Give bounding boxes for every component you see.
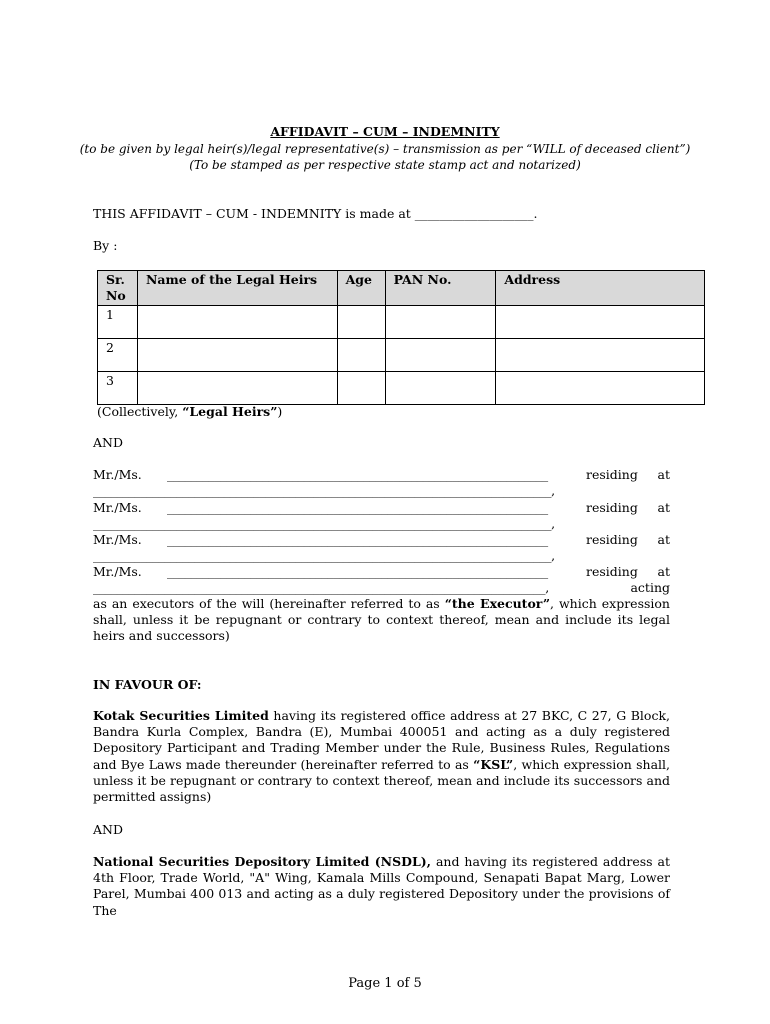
nsdl-name: National Securities Depository Limited (NSDL), [93, 854, 432, 869]
table-header-row [98, 271, 705, 306]
address-cell[interactable] [496, 306, 705, 339]
executor-term: “the Executor” [444, 596, 551, 611]
executor-name-blank[interactable]: ________________________________________________________________ [167, 532, 548, 547]
name-cell[interactable] [137, 372, 337, 405]
executor-prefix: as an executors of the will (hereinafter referred to as [93, 596, 445, 611]
residing-label: residing [586, 564, 638, 579]
mr-label: Mr./Ms. [93, 564, 142, 579]
row-number: 2 [98, 339, 138, 372]
header-sr-no: Sr. No [98, 271, 138, 306]
ksl-name: Kotak Securities Limited [93, 708, 269, 723]
executor-name-blank[interactable]: ________________________________________________________________ [167, 467, 548, 482]
age-cell[interactable] [337, 372, 385, 405]
residing-label: residing [586, 467, 638, 482]
mr-label: Mr./Ms. [93, 500, 142, 515]
nsdl-paragraph [93, 854, 670, 919]
name-cell[interactable] [137, 306, 337, 339]
table-row [98, 372, 705, 405]
address-cell[interactable] [496, 372, 705, 405]
executor-address-blank[interactable]: ____________________________________________________________________________, [93, 580, 549, 595]
document-subtitle-1: (to be given by legal heir(s)/legal representative(s) – transmission as per “WILL of deceased client”) [79, 142, 691, 156]
ksl-text-1: having its registered office address at 27 BKC, C 27, G Block, Bandra Kurla Complex, Bandra (E), Mumbai 400051 and acting as a duly registered Depository Participant and Trading Member under the Rule, Business Rules, Regulations and Bye Laws made thereunder (hereinafter referred to as [93, 708, 670, 772]
header-age: Age [337, 271, 385, 306]
header-pan: PAN No. [385, 271, 496, 306]
at-label: at [657, 500, 670, 515]
address-cell[interactable] [496, 339, 705, 372]
ksl-text-2: , which expression shall, unless it be repugnant or contrary to context thereof, mean and include its successors and permitted assigns) [93, 756, 671, 805]
collectively-prefix: (Collectively, [97, 404, 183, 419]
row-number: 1 [98, 306, 138, 339]
executor-definition [93, 596, 670, 645]
executor-address-blank[interactable]: _____________________________________________________________________________, [93, 483, 555, 498]
collectively-note [97, 404, 282, 420]
collectively-suffix: ) [277, 404, 283, 419]
at-label: at [657, 532, 670, 547]
ksl-paragraph [93, 708, 670, 805]
document-subtitle-2: (To be stamped as per respective state stamp act and notarized) [189, 158, 581, 172]
name-cell[interactable] [137, 339, 337, 372]
and-separator-1: AND [93, 435, 123, 450]
at-label: at [657, 467, 670, 482]
in-favour-heading: IN FAVOUR OF: [93, 677, 202, 692]
header-name: Name of the Legal Heirs [137, 271, 337, 306]
legal-heirs-term: “Legal Heirs” [182, 404, 278, 419]
page-footer: Page 1 of 5 [348, 976, 422, 991]
pan-cell[interactable] [385, 306, 496, 339]
and-separator-2: AND [93, 822, 123, 837]
executor-suffix: , which expression shall, unless it be repugnant or contrary to context thereof, mean and include its legal heirs and successors) [93, 596, 670, 644]
document-title: AFFIDAVIT – CUM – INDEMNITY [270, 124, 500, 139]
age-cell[interactable] [337, 339, 385, 372]
residing-label: residing [586, 532, 638, 547]
by-label: By : [93, 238, 118, 253]
mr-label: Mr./Ms. [93, 467, 142, 482]
legal-heirs-table [97, 270, 705, 405]
table-row [98, 306, 705, 339]
executor-name-blank[interactable]: ________________________________________________________________ [167, 500, 548, 515]
header-address: Address [496, 271, 705, 306]
mr-label: Mr./Ms. [93, 532, 142, 547]
residing-label: residing [586, 500, 638, 515]
at-label: at [657, 564, 670, 579]
executor-address-blank[interactable]: _____________________________________________________________________________, [93, 548, 555, 563]
nsdl-text: and having its registered address at 4th Floor, Trade World, "A" Wing, Kamala Mills Compound, Senapati Bapat Marg, Lower Parel, Mumbai 400 013 and acting as a duly registered Depository under the provisions of The [93, 854, 670, 918]
age-cell[interactable] [337, 306, 385, 339]
acting-label: acting [630, 580, 670, 595]
pan-cell[interactable] [385, 339, 496, 372]
row-number: 3 [98, 372, 138, 405]
executor-name-blank[interactable]: ________________________________________________________________ [167, 564, 548, 579]
made-at-line: THIS AFFIDAVIT – CUM - INDEMNITY is made at ___________________. [93, 206, 538, 221]
pan-cell[interactable] [385, 372, 496, 405]
table-row [98, 339, 705, 372]
executor-address-blank[interactable]: _____________________________________________________________________________, [93, 516, 555, 531]
ksl-term: “KSL” [473, 756, 514, 772]
